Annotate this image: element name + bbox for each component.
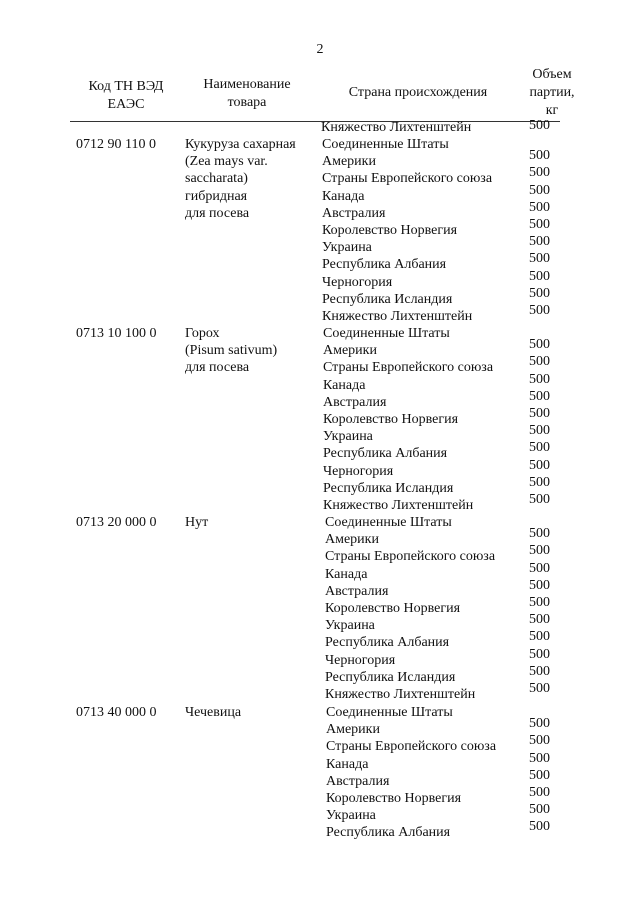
product-name-line: для посева xyxy=(185,205,250,221)
volume-value: 500 xyxy=(529,733,550,749)
country-name: Канада xyxy=(325,566,368,582)
volume-value: 500 xyxy=(529,371,550,387)
product-name-line: Нут xyxy=(185,515,209,530)
country-name: Соединенные Штаты xyxy=(326,705,453,720)
header-volume-line: партии, xyxy=(529,85,575,100)
volume-value: 500 xyxy=(529,251,550,267)
header-code xyxy=(70,78,182,114)
country-name: Республика Исландия xyxy=(323,480,454,496)
product-name-line: Чечевица xyxy=(185,705,242,720)
country-name: Страны Европейского союза xyxy=(325,549,496,565)
country-name: Княжество Лихтенштейн xyxy=(323,498,474,513)
country-name: Республика Албания xyxy=(323,446,448,462)
country-name: Княжество Лихтенштейн xyxy=(321,120,472,135)
header-code-line: Код ТН ВЭД xyxy=(88,79,164,94)
volume-value: 500 xyxy=(529,165,550,181)
country-name: Страны Европейского союза xyxy=(323,360,494,376)
volume-value: 500 xyxy=(529,595,550,610)
country-name: Канада xyxy=(326,756,369,772)
header-name xyxy=(186,76,308,112)
volume-value: 500 xyxy=(529,560,550,576)
volume-value: 500 xyxy=(529,663,550,679)
tnved-code: 0713 20 000 0 xyxy=(76,515,157,530)
volume-value: 500 xyxy=(529,457,550,473)
header-volume-line: Объем xyxy=(532,67,572,82)
country-name: Америки xyxy=(326,722,380,738)
product-name-line: (Pisum sativum) xyxy=(185,343,278,359)
country-name: Черногория xyxy=(323,463,394,479)
country-name: Княжество Лихтенштейн xyxy=(322,309,473,324)
volume-value: 500 xyxy=(529,612,550,628)
country-name: Черногория xyxy=(325,652,396,668)
country-name: Республика Албания xyxy=(322,257,447,273)
volume-value: 500 xyxy=(529,354,550,370)
country-name: Королевство Норвегия xyxy=(325,601,461,616)
header-volume-line: кг xyxy=(545,103,559,118)
country-name: Соединенные Штаты xyxy=(323,326,450,341)
product-name-line: (Zea mays var. xyxy=(185,154,268,170)
country-name: Канада xyxy=(322,188,365,204)
product-name-line: гибридная xyxy=(185,188,248,204)
country-name: Соединенные Штаты xyxy=(322,137,449,152)
volume-value: 500 xyxy=(529,268,550,284)
country-name: Австралия xyxy=(325,583,389,599)
volume-value: 500 xyxy=(529,629,550,645)
country-name: Королевство Норвегия xyxy=(322,223,458,238)
volume-value: 500 xyxy=(529,577,550,593)
product-name-line: saccharata) xyxy=(185,171,248,187)
volume-value: 500 xyxy=(529,750,550,766)
product-name-line: Кукуруза сахарная xyxy=(185,137,296,152)
country-name: Республика Исландия xyxy=(322,291,453,307)
volume-value: 500 xyxy=(529,492,550,507)
country-name: Страны Европейского союза xyxy=(326,739,497,755)
country-name: Республика Исландия xyxy=(325,669,456,685)
volume-value: 500 xyxy=(529,526,550,542)
volume-value: 500 xyxy=(529,285,550,301)
volume-value: 500 xyxy=(529,199,550,215)
country-name: Республика Албания xyxy=(326,825,451,841)
volume-value: 500 xyxy=(529,474,550,490)
country-name: Австралия xyxy=(323,394,387,410)
volume-value: 500 xyxy=(529,767,550,783)
volume-value: 500 xyxy=(529,819,550,835)
volume-value: 500 xyxy=(529,337,550,353)
country-name: Украина xyxy=(326,808,376,824)
tnved-code: 0712 90 110 0 xyxy=(76,137,156,152)
volume-value: 500 xyxy=(529,646,550,662)
header-code-line: ЕАЭС xyxy=(107,97,145,112)
header-rule xyxy=(70,121,560,122)
country-name: Страны Европейского союза xyxy=(322,171,493,187)
page-number: 2 xyxy=(316,42,324,57)
country-name: Республика Албания xyxy=(325,635,450,651)
header-name-line: Наименование xyxy=(203,77,291,92)
volume-value: 500 xyxy=(529,182,550,198)
volume-value: 500 xyxy=(529,234,550,250)
country-name: Канада xyxy=(323,377,366,393)
volume-value: 500 xyxy=(529,802,550,818)
country-name: Украина xyxy=(325,618,375,634)
volume-value: 500 xyxy=(529,303,550,318)
country-name: Черногория xyxy=(322,274,393,290)
header-country-line: Страна происхождения xyxy=(348,85,488,100)
volume-value: 500 xyxy=(529,785,550,800)
volume-value: 500 xyxy=(529,716,550,732)
header-name-line: товара xyxy=(227,95,267,110)
country-name: Австралия xyxy=(326,773,390,789)
volume-value: 500 xyxy=(529,148,550,164)
product-name-line: Горох xyxy=(185,326,220,341)
volume-value: 500 xyxy=(529,118,550,133)
volume-value: 500 xyxy=(529,681,550,696)
product-name-line: для посева xyxy=(185,360,250,376)
volume-value: 500 xyxy=(529,440,550,456)
country-name: Королевство Норвегия xyxy=(323,412,459,427)
volume-value: 500 xyxy=(529,423,550,439)
volume-value: 500 xyxy=(529,217,550,232)
volume-value: 500 xyxy=(529,543,550,559)
country-name: Соединенные Штаты xyxy=(325,515,452,530)
volume-value: 500 xyxy=(529,406,550,421)
country-name: Украина xyxy=(323,429,373,445)
country-name: Америки xyxy=(323,343,377,359)
country-name: Америки xyxy=(322,154,376,170)
header-volume xyxy=(514,66,590,120)
volume-value: 500 xyxy=(529,388,550,404)
tnved-code: 0713 10 100 0 xyxy=(76,326,157,341)
country-name: Княжество Лихтенштейн xyxy=(325,687,476,702)
tnved-code: 0713 40 000 0 xyxy=(76,705,157,720)
header-country xyxy=(318,84,518,102)
country-name: Королевство Норвегия xyxy=(326,791,462,806)
country-name: Америки xyxy=(325,532,379,548)
country-name: Австралия xyxy=(322,205,386,221)
country-name: Украина xyxy=(322,240,372,256)
